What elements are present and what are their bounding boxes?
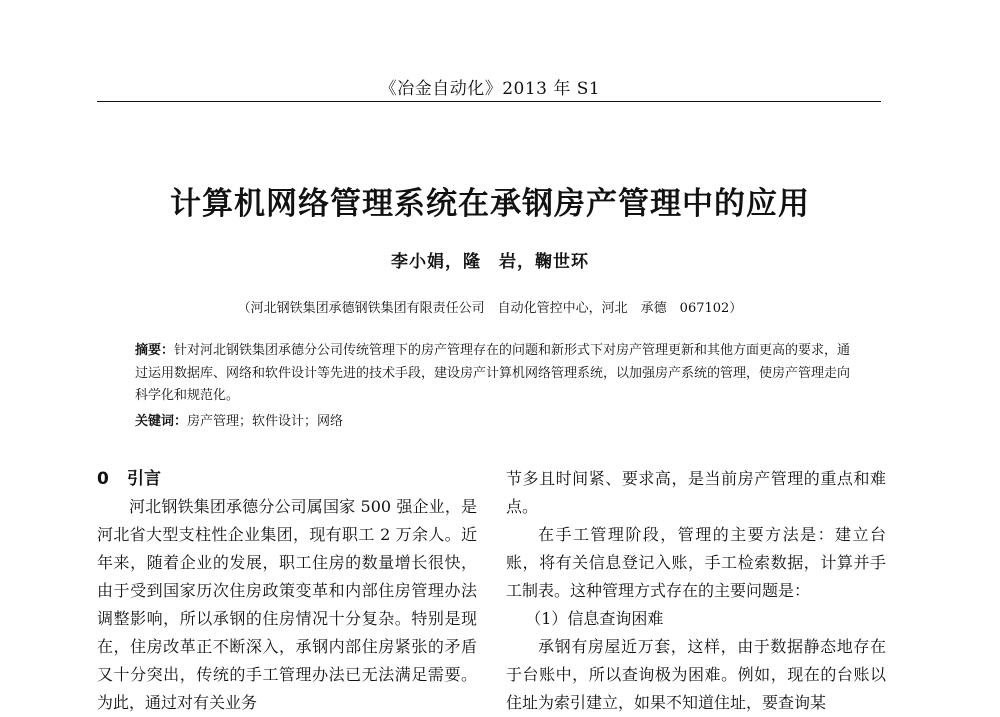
section-heading — [97, 465, 477, 493]
keywords-label: 关键词： — [135, 414, 188, 429]
subheading: （1）信息查询困难 — [525, 609, 664, 628]
authors: 李小娟，隆 岩，鞠世环 — [391, 252, 589, 272]
body-paragraph: 承钢有房屋近万套，这样，由于数据静态地存在于台账中，所以查询极为困难。例如，现在的台账以住址为索引建立，如果不知道住址，要查询某 — [506, 637, 886, 712]
affiliation: （河北钢铁集团承德钢铁集团有限责任公司 自动化管控中心，河北 承德 067102） — [237, 301, 743, 316]
keywords-text: 房产管理；软件设计；网络 — [187, 414, 344, 429]
paper-title: 计算机网络管理系统在承钢房产管理中的应用 — [170, 186, 810, 222]
left-column — [97, 465, 477, 717]
intro-paragraph: 河北钢铁集团承德分公司属国家 500 强企业，是河北省大型支柱性企业集团，现有职工 2 万余人。近年来，随着企业的发展，职工住房的数量增长很快，由于受到国家历次住房政策变革和内部住房管理办法调整影响，所以承钢的住房情况十分复杂。特别是现在，住房改革正不断深入，承钢内部住房紧张的矛盾又十分突出，传统的手工管理办法已无法满足需要。为此，通过对有关业务 — [97, 497, 477, 712]
section-number: 0 — [97, 469, 109, 489]
section-title: 引言 — [127, 469, 161, 489]
abstract-label: 摘要： — [135, 343, 175, 358]
keywords — [135, 411, 860, 433]
journal-header: 《冶金自动化》2013 年 S1 — [379, 79, 601, 99]
header-rule — [97, 101, 881, 102]
abstract-text: 针对河北钢铁集团承德分公司传统管理下的房产管理存在的问题和新形式下对房产管理更新和其他方面更高的要求，通过运用数据库、网络和软件设计等先进的技术手段，建设房产计算机网络管理系统，以加强房产系统的管理，使房产管理走向科学化和规范化。 — [135, 343, 851, 403]
continuation-paragraph: 节多且时间紧、要求高，是当前房产管理的重点和难点。 — [506, 469, 886, 516]
body-paragraph: 在手工管理阶段，管理的主要方法是：建立台账，将有关信息登记入账，手工检索数据，计算并手工制表。这种管理方式存在的主要问题是： — [506, 525, 886, 600]
abstract — [135, 340, 860, 408]
right-column — [506, 465, 886, 717]
